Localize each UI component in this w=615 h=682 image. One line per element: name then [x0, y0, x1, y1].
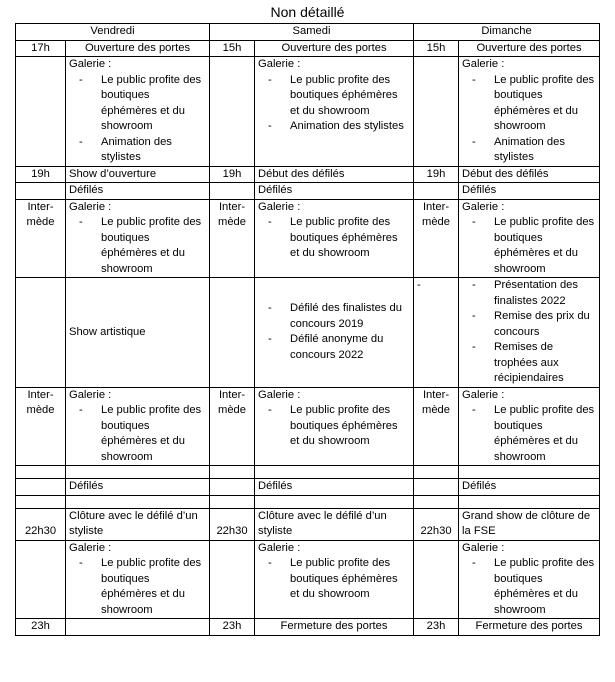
galerie-label: Galerie :	[462, 200, 505, 213]
event-cell: Défilés	[459, 479, 600, 496]
list-item: - Présentation des finalistes 2022	[484, 278, 596, 309]
galerie-cell	[66, 57, 210, 167]
schedule-table	[15, 23, 600, 636]
event-cell: Clôture avec le défilé d’un styliste	[255, 508, 414, 540]
intermede-row-1	[16, 199, 600, 278]
event-cell: Défilés	[255, 183, 414, 200]
blank-cell	[16, 495, 66, 508]
galerie-label: Galerie :	[69, 200, 112, 213]
time-cell: 19h	[210, 166, 255, 183]
galerie-label: Galerie :	[69, 58, 112, 70]
blank-cell	[210, 495, 255, 508]
galerie-row-1	[16, 57, 600, 167]
galerie-label: Galerie :	[258, 541, 301, 554]
blank-cell	[66, 466, 210, 479]
intermede-cell: Inter- mède	[414, 387, 459, 466]
list-item: - Défilé anonyme du concours 2022	[280, 332, 410, 363]
galerie-cell	[66, 540, 210, 619]
list-item: - Animation des stylistes	[280, 119, 410, 135]
galerie-label: Galerie :	[258, 388, 301, 401]
event-cell: Défilés	[459, 183, 600, 200]
galerie-label: Galerie :	[462, 388, 505, 401]
blank-cell	[210, 466, 255, 479]
show-row-19h	[16, 166, 600, 183]
event-cell: Show artistique	[66, 278, 210, 388]
time-cell: 23h	[414, 619, 459, 636]
time-cell: 22h30	[16, 508, 66, 540]
empty-time-cell	[16, 57, 66, 167]
empty-event-cell	[66, 619, 210, 636]
time-cell: 19h	[414, 166, 459, 183]
blank-cell	[459, 466, 600, 479]
defiles-row-2	[16, 479, 600, 496]
event-cell: Défilés	[66, 183, 210, 200]
list-item: - Le public profite des boutiques éphémères et du showroom	[484, 556, 596, 618]
list-item: - Le public profite des boutiques éphémères et du showroom	[91, 215, 206, 277]
time-cell: 23h	[210, 619, 255, 636]
empty-time-cell	[210, 479, 255, 496]
list-item: - Le public profite des boutiques éphémères et du showroom	[91, 403, 206, 465]
intermede-cell: Inter- mède	[210, 199, 255, 278]
event-cell: Début des défilés	[255, 166, 414, 183]
galerie-cell	[66, 387, 210, 466]
galerie-cell	[255, 387, 414, 466]
empty-time-cell	[414, 57, 459, 167]
time-cell: 23h	[16, 619, 66, 636]
day-header-vendredi: Vendredi	[16, 24, 210, 41]
list-item: - Remises de trophées aux récipiendaires	[484, 340, 596, 387]
closing-doors-row	[16, 619, 600, 636]
event-cell: Ouverture des portes	[255, 40, 414, 57]
empty-time-cell	[16, 183, 66, 200]
day-header-dimanche: Dimanche	[414, 24, 600, 41]
list-item: - Le public profite des boutiques éphémères et du showroom	[280, 73, 410, 120]
list-item: - Le public profite des boutiques éphémères et du showroom	[484, 403, 596, 465]
empty-time-cell	[210, 540, 255, 619]
intermede-cell: Inter- mède	[210, 387, 255, 466]
event-cell: Clôture avec le défilé d’un styliste	[66, 508, 210, 540]
blank-cell	[66, 495, 210, 508]
blank-row	[16, 495, 600, 508]
time-cell: 22h30	[210, 508, 255, 540]
blank-row	[16, 466, 600, 479]
event-cell: Ouverture des portes	[66, 40, 210, 57]
event-cell: Fermeture des portes	[459, 619, 600, 636]
intermede-row-2	[16, 387, 600, 466]
list-item: - Le public profite des boutiques éphémères et du showroom	[484, 73, 596, 135]
empty-time-cell	[16, 479, 66, 496]
galerie-cell	[66, 199, 210, 278]
list-item: - Remise des prix du concours	[484, 309, 596, 340]
event-list-cell	[255, 278, 414, 388]
event-list-cell	[459, 278, 600, 388]
galerie-label: Galerie :	[462, 58, 505, 70]
event-cell: Défilés	[66, 479, 210, 496]
galerie-label: Galerie :	[258, 58, 301, 70]
event-cell: Grand show de clôture de la FSE	[459, 508, 600, 540]
empty-time-cell	[210, 278, 255, 388]
list-item: - Le public profite des boutiques éphémères et du showroom	[280, 215, 410, 262]
blank-cell	[414, 495, 459, 508]
show-artistique-row	[16, 278, 600, 388]
list-item: - Le public profite des boutiques éphémères et du showroom	[91, 73, 206, 135]
event-cell: Show d’ouverture	[66, 166, 210, 183]
header-row	[16, 24, 600, 41]
intermede-cell: Inter- mède	[16, 387, 66, 466]
time-cell: 15h	[414, 40, 459, 57]
dash-cell: -	[414, 278, 459, 388]
list-item: - Le public profite des boutiques éphémères et du showroom	[280, 403, 410, 450]
time-cell: 19h	[16, 166, 66, 183]
blank-cell	[414, 466, 459, 479]
empty-time-cell	[210, 183, 255, 200]
galerie-label: Galerie :	[69, 541, 112, 554]
galerie-cell	[459, 540, 600, 619]
time-cell: 17h	[16, 40, 66, 57]
galerie-cell	[255, 57, 414, 167]
galerie-cell	[459, 57, 600, 167]
time-cell: 15h	[210, 40, 255, 57]
galerie-cell	[459, 387, 600, 466]
empty-time-cell	[414, 540, 459, 619]
empty-time-cell	[414, 183, 459, 200]
event-cell: Défilés	[255, 479, 414, 496]
list-item: - Le public profite des boutiques éphémères et du showroom	[91, 556, 206, 618]
list-item: - Animation des stylistes	[91, 135, 206, 166]
time-cell: 22h30	[414, 508, 459, 540]
intermede-cell: Inter- mède	[414, 199, 459, 278]
day-header-samedi: Samedi	[210, 24, 414, 41]
event-cell: Ouverture des portes	[459, 40, 600, 57]
galerie-cell	[255, 199, 414, 278]
galerie-cell	[459, 199, 600, 278]
list-item: - Défilé des finalistes du concours 2019	[280, 301, 410, 332]
empty-time-cell	[16, 540, 66, 619]
list-item: - Le public profite des boutiques éphémères et du showroom	[484, 215, 596, 277]
galerie-label: Galerie :	[69, 388, 112, 401]
galerie-label: Galerie :	[258, 200, 301, 213]
blank-cell	[255, 495, 414, 508]
empty-time-cell	[210, 57, 255, 167]
empty-time-cell	[16, 278, 66, 388]
intermede-cell: Inter- mède	[16, 199, 66, 278]
list-item: - Animation des stylistes	[484, 135, 596, 166]
blank-cell	[255, 466, 414, 479]
galerie-cell	[255, 540, 414, 619]
empty-time-cell	[414, 479, 459, 496]
galerie-label: Galerie :	[462, 541, 505, 554]
event-cell: Début des défilés	[459, 166, 600, 183]
event-cell: Fermeture des portes	[255, 619, 414, 636]
blank-cell	[459, 495, 600, 508]
defiles-row-1	[16, 183, 600, 200]
opening-row	[16, 40, 600, 57]
blank-cell	[16, 466, 66, 479]
list-item: - Le public profite des boutiques éphémères et du showroom	[280, 556, 410, 603]
page-title: Non détaillé	[270, 4, 345, 20]
closing-row	[16, 508, 600, 540]
galerie-row-final	[16, 540, 600, 619]
